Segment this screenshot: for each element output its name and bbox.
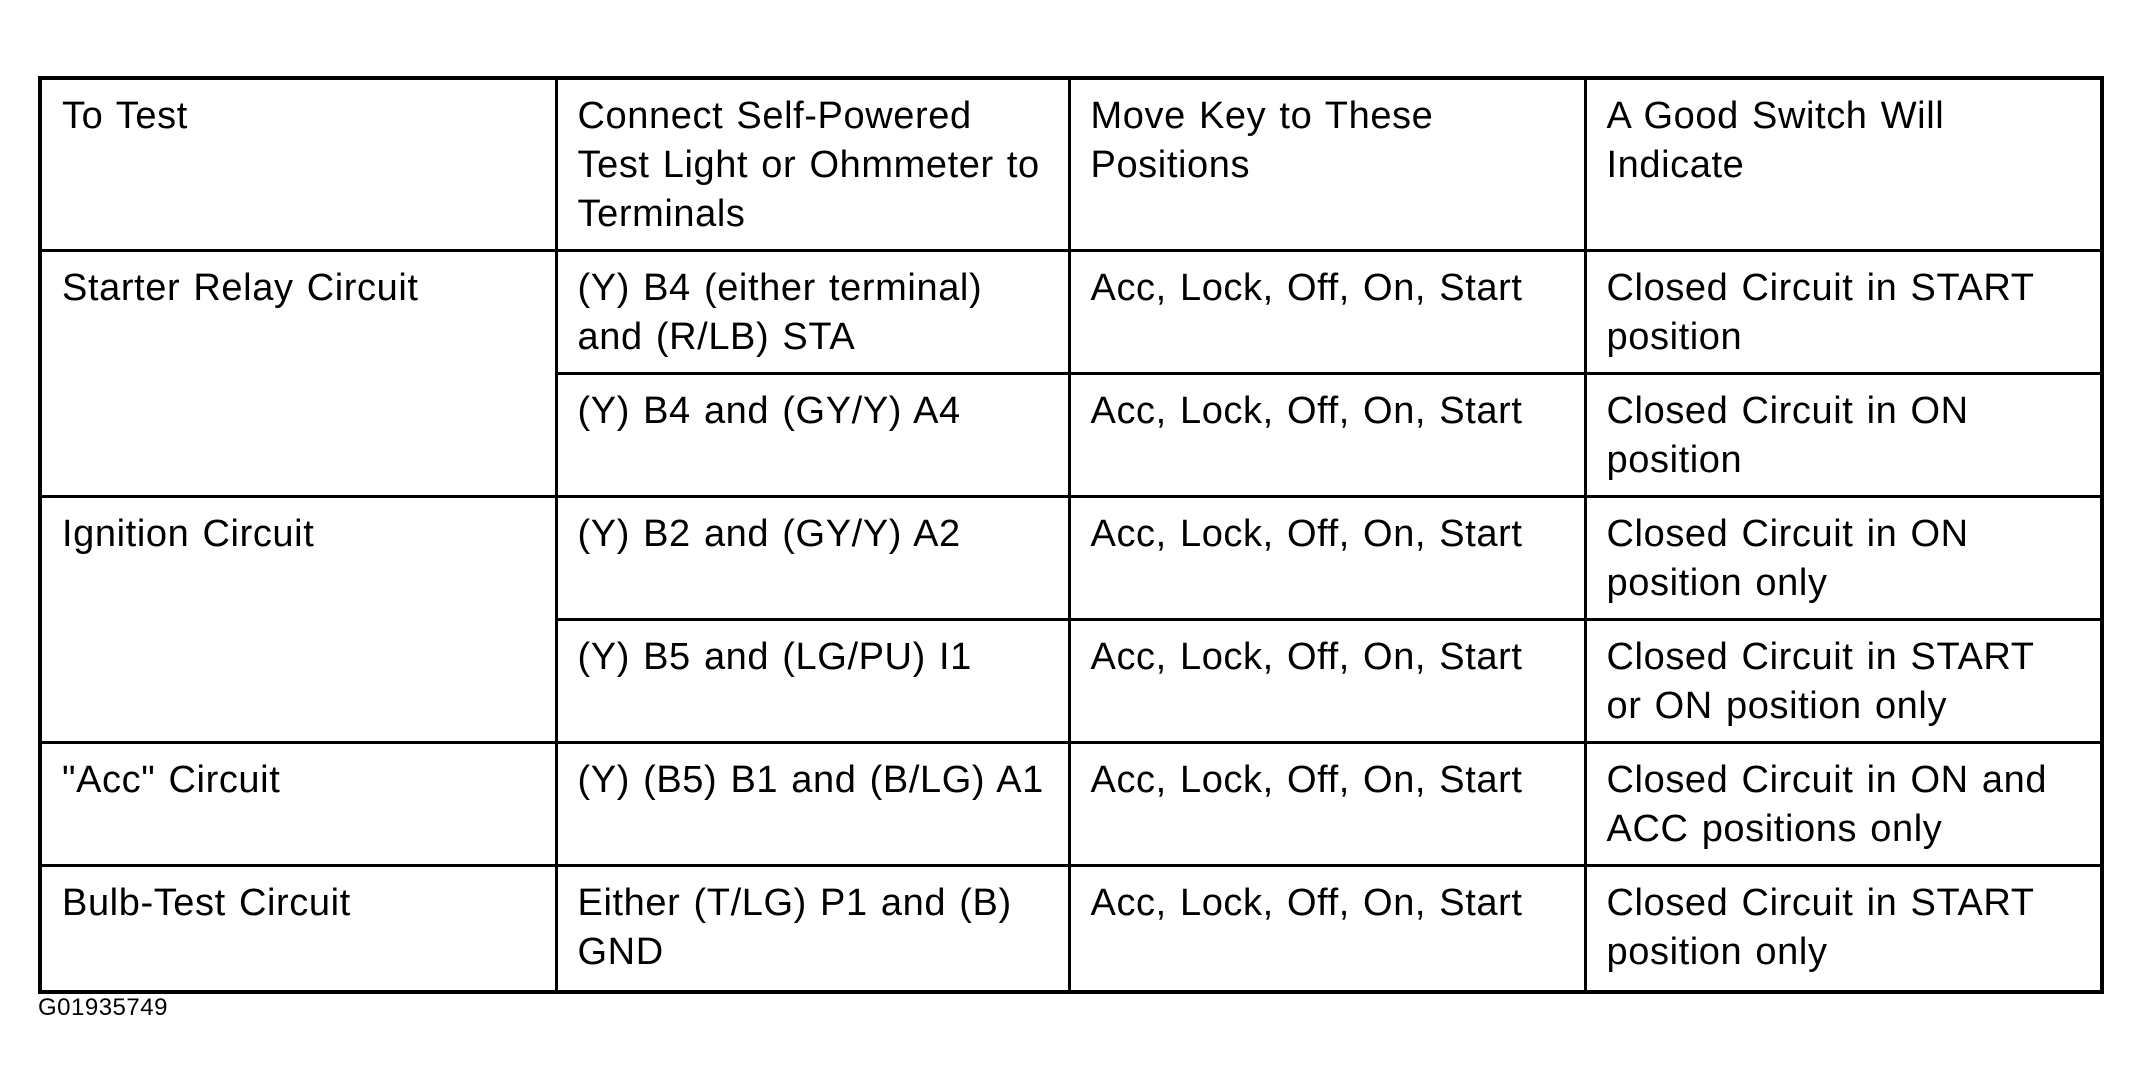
indicate-cell: Closed Circuit in START position only <box>1585 866 2102 992</box>
indicate-cell: Closed Circuit in ON position <box>1585 374 2102 497</box>
to-test-cell: Ignition Circuit <box>40 497 556 743</box>
connect-cell: (Y) B4 and (GY/Y) A4 <box>556 374 1069 497</box>
connect-cell: (Y) B4 (either terminal) and (R/LB) STA <box>556 251 1069 374</box>
indicate-cell: Closed Circuit in ON and ACC positions only <box>1585 743 2102 866</box>
positions-cell: Acc, Lock, Off, On, Start <box>1069 743 1585 866</box>
positions-cell: Acc, Lock, Off, On, Start <box>1069 374 1585 497</box>
header-connect-terminals: Connect Self-Powered Test Light or Ohmmeter to Terminals <box>556 78 1069 251</box>
ignition-switch-test-table <box>38 76 2104 994</box>
header-to-test: To Test <box>40 78 556 251</box>
table-row <box>40 251 2102 374</box>
figure-id: G01935749 <box>38 994 168 1021</box>
table-row <box>40 743 2102 866</box>
table-header-row <box>40 78 2102 251</box>
table-row <box>40 497 2102 620</box>
connect-cell: (Y) (B5) B1 and (B/LG) A1 <box>556 743 1069 866</box>
connect-cell: (Y) B5 and (LG/PU) I1 <box>556 620 1069 743</box>
header-key-positions: Move Key to These Positions <box>1069 78 1585 251</box>
indicate-cell: Closed Circuit in START or ON position only <box>1585 620 2102 743</box>
table-row <box>40 866 2102 992</box>
to-test-cell: Starter Relay Circuit <box>40 251 556 497</box>
to-test-cell: Bulb-Test Circuit <box>40 866 556 992</box>
positions-cell: Acc, Lock, Off, On, Start <box>1069 620 1585 743</box>
positions-cell: Acc, Lock, Off, On, Start <box>1069 866 1585 992</box>
positions-cell: Acc, Lock, Off, On, Start <box>1069 497 1585 620</box>
indicate-cell: Closed Circuit in ON position only <box>1585 497 2102 620</box>
positions-cell: Acc, Lock, Off, On, Start <box>1069 251 1585 374</box>
connect-cell: (Y) B2 and (GY/Y) A2 <box>556 497 1069 620</box>
indicate-cell: Closed Circuit in START position <box>1585 251 2102 374</box>
header-good-switch-indication: A Good Switch Will Indicate <box>1585 78 2102 251</box>
to-test-cell: "Acc" Circuit <box>40 743 556 866</box>
connect-cell: Either (T/LG) P1 and (B) GND <box>556 866 1069 992</box>
